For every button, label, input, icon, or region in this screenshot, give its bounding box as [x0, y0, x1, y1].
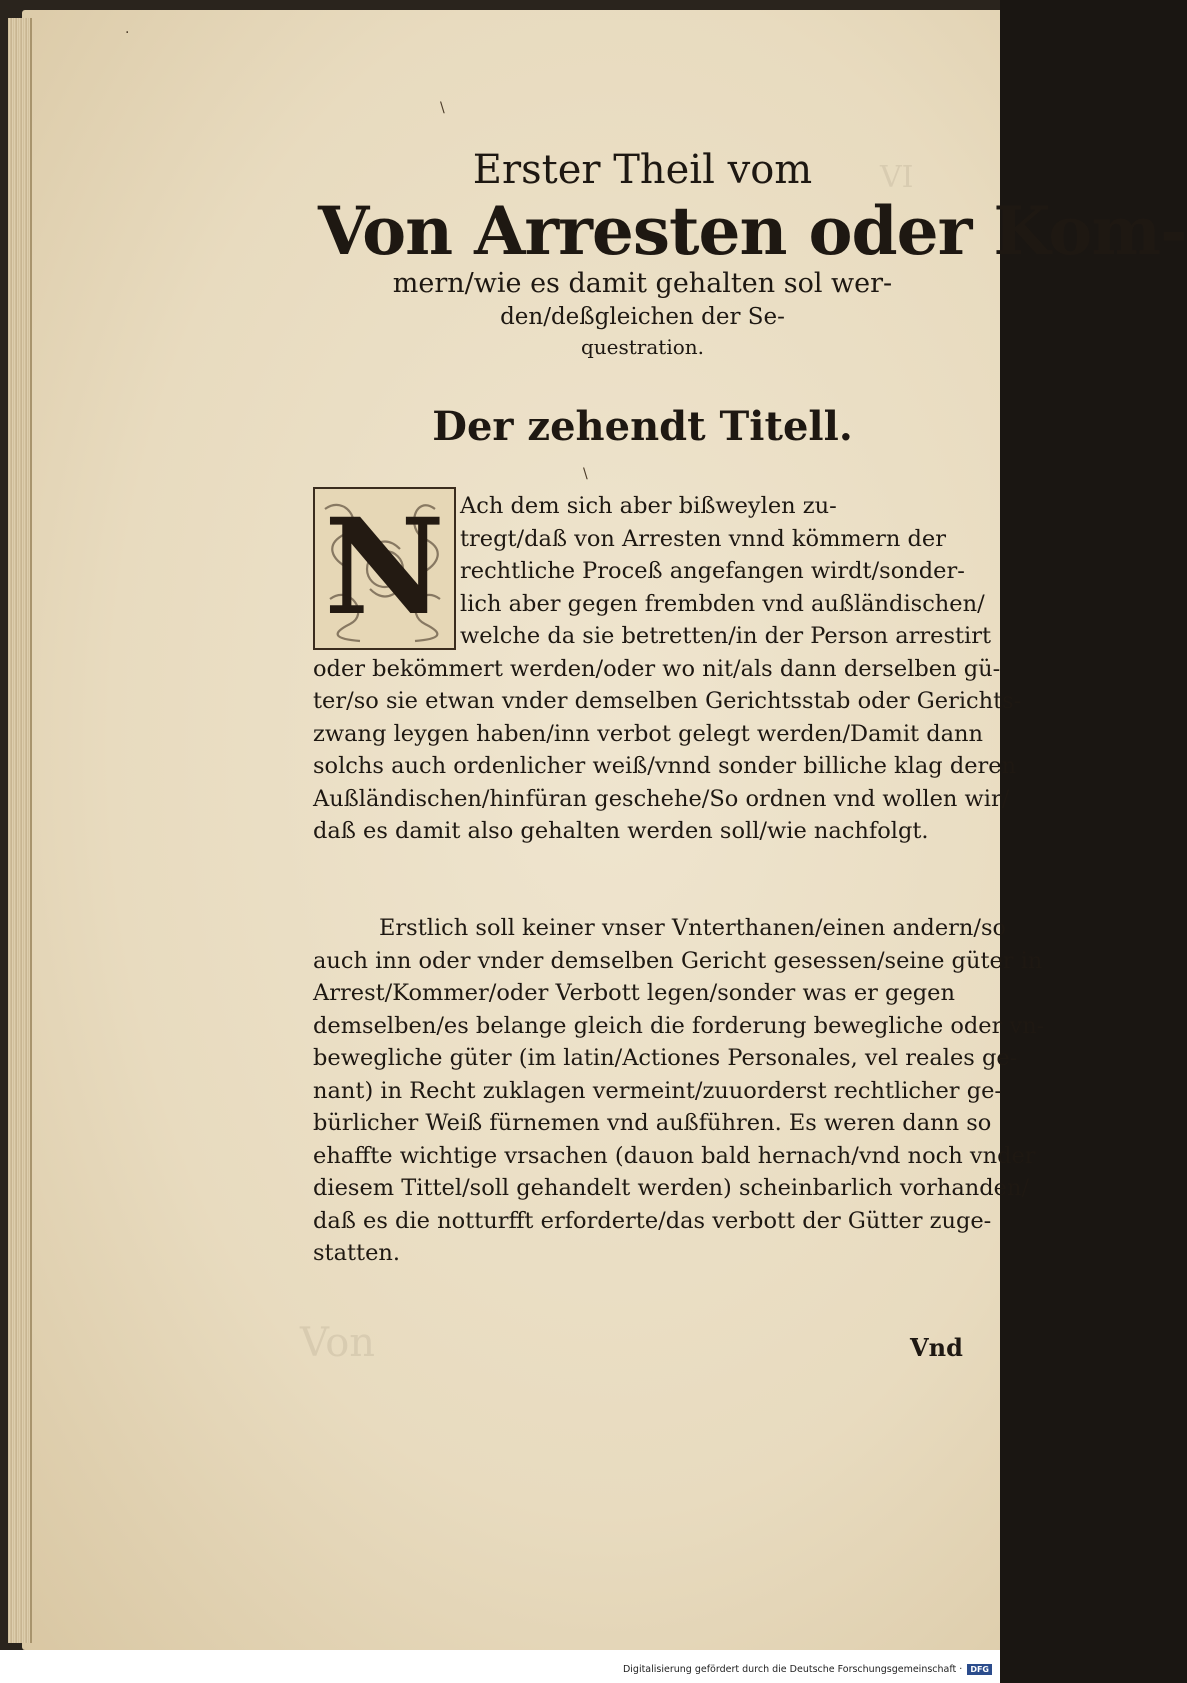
text-line: auch inn oder vnder demselben Gericht gesessen/seine güter in — [313, 947, 1043, 974]
margin-mark: \ — [583, 466, 588, 482]
text-line: oder bekömmert werden/oder wo nit/als dann derselben gü- — [313, 655, 1001, 682]
text-line: diesem Tittel/soll gehandelt werden) scheinbarlich vorhanden/ — [313, 1175, 1030, 1201]
text-line: bürlicher Weiß fürnemen vnd außführen. Es weren dann so — [313, 1110, 992, 1136]
text-line: demselben/es belange gleich die forderung bewegliche oder vn- — [313, 1012, 1045, 1039]
text-line: solchs auch ordenlicher weiß/vnnd sonder billiche klag deren — [313, 753, 1017, 779]
text-line: Erstlich soll keiner vnser Vnterthanen/einen andern/so — [379, 915, 1007, 941]
text-line: statten. — [313, 1240, 401, 1266]
show-through-ghost: Von — [300, 1320, 376, 1366]
text-line: lich aber gegen frembden vnd außländischen/ — [460, 590, 985, 617]
paragraph-2 — [313, 912, 1045, 1270]
header-line-3: mern/wie es damit gehalten sol wer- — [392, 268, 893, 299]
text-line: ehaffte wichtige vrsachen (dauon bald hernach/vnd noch vnder — [313, 1142, 1036, 1169]
show-through-ghost: VI — [880, 160, 914, 195]
text-line: Außländischen/hinfüran geschehe/So ordnen vnd wollen wir/ — [313, 785, 1010, 812]
text-line: Arrest/Kommer/oder Verbott legen/sonder was er gegen — [313, 980, 955, 1006]
text-line: bewegliche güter (im latin/Actiones Personales, vel reales ge- — [313, 1045, 1018, 1071]
text-line: nant) in Recht zuklagen vermeint/zuuorderst rechtlicher ge- — [313, 1077, 1003, 1104]
text-line: welche da sie betretten/in der Person arrestirt — [460, 623, 992, 649]
page-edges — [8, 18, 32, 1643]
drop-cap-letter: N — [324, 490, 445, 645]
credit-text: Digitalisierung gefördert durch die Deutsche Forschungsgemeinschaft · — [622, 1664, 963, 1675]
catchword: Vnd — [910, 1333, 963, 1362]
text-line: rechtliche Proceß angefangen wirdt/sonder- — [460, 558, 965, 584]
text-line: Ach dem sich aber bißweylen zu- — [460, 493, 837, 519]
text-line: ter/so sie etwan vnder demselben Gerichtsstab oder Gerichts- — [313, 688, 1022, 714]
section-subtitle: Der zehendt Titell. — [432, 403, 853, 450]
text-line: daß es die notturfft erforderte/das verbott der Gütter zuge- — [313, 1207, 992, 1234]
header-line-4: den/deßgleichen der Se- — [500, 304, 785, 330]
paragraph-1 — [313, 490, 1022, 848]
dfg-logo-icon: DFG — [967, 1664, 992, 1675]
margin-mark: · — [125, 25, 130, 41]
header-title: Von Arresten oder Kom- — [318, 192, 1187, 270]
text-line: tregt/daß von Arresten vnnd kömmern der — [460, 525, 946, 552]
text-line: zwang leygen haben/inn verbot gelegt werden/Damit dann — [313, 720, 984, 747]
digitization-credit — [623, 1664, 992, 1675]
header-line-1: Erster Theil vom — [472, 147, 813, 193]
text-line: daß es damit also gehalten werden soll/wie nachfolgt. — [313, 818, 929, 844]
header-line-5: questration. — [580, 335, 705, 359]
margin-mark: \ — [440, 100, 445, 116]
